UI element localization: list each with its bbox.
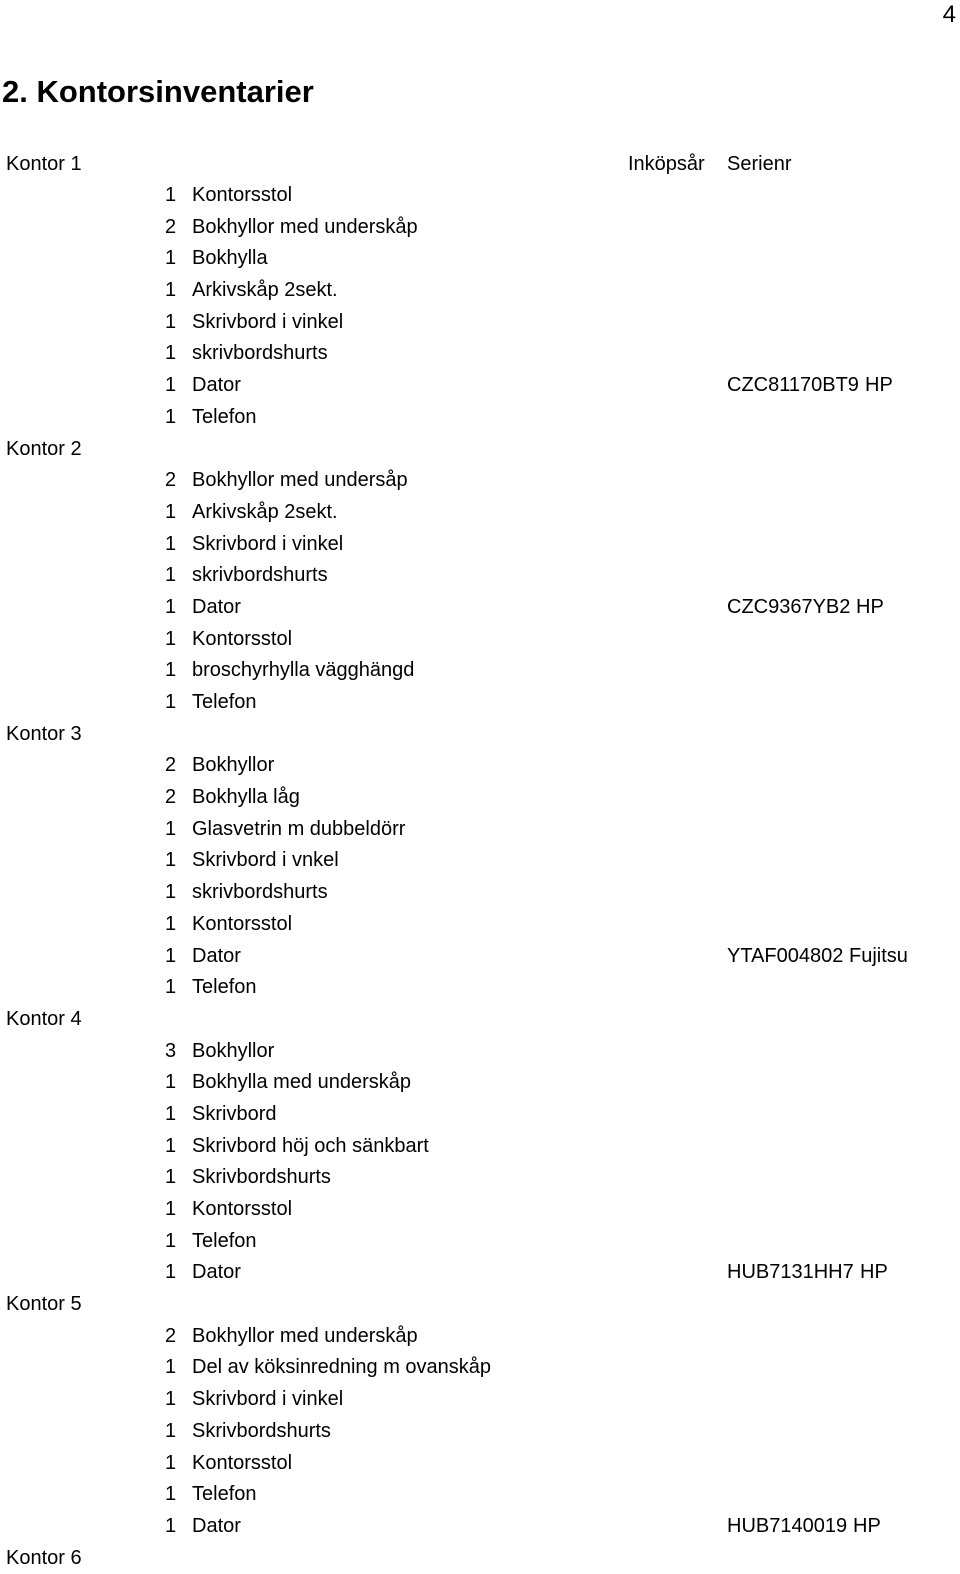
quantity-cell: 1 [165,817,177,840]
quantity-cell: 1 [165,627,177,650]
inventory-row [0,243,960,275]
item-name-cell: Bokhyllor med underskåp [192,215,418,238]
office-heading: Kontor 1 [6,153,82,175]
quantity-cell: 1 [165,944,177,967]
office-heading: Kontor 5 [6,1293,82,1316]
quantity-cell: 2 [165,469,177,492]
item-name-cell: Telefon [192,976,257,999]
quantity-cell: 1 [165,1198,177,1220]
item-name-cell: Del av köksinredning m ovanskåp [192,1356,492,1379]
purchase-year-header: Inköpsår [628,153,705,175]
inventory-row [0,180,960,212]
item-name-cell: Dator [192,374,241,397]
item-name-cell: Skrivbordshurts [192,1419,331,1442]
serial-header: Serienr [727,153,792,175]
item-name-cell: Skrivbord i vnkel [192,849,339,872]
quantity-cell: 1 [165,310,177,333]
inventory-row [0,750,960,782]
quantity-cell: 1 [165,1514,177,1537]
item-name-cell: Skrivbord i vinkel [192,310,344,333]
quantity-cell: 1 [165,374,177,397]
item-name-cell: Arkivskåp 2sekt. [192,279,338,302]
inventory-row [0,1321,960,1353]
quantity-cell: 1 [165,564,177,587]
quantity-cell: 2 [165,1324,177,1347]
inventory-row [0,687,960,719]
quantity-cell: 1 [165,849,177,872]
brand-cell: Fujitsu [849,944,908,967]
inventory-row [0,1479,960,1511]
office-heading-row [0,719,960,751]
inventory-row [0,402,960,434]
item-name-cell: Telefon [192,1229,257,1252]
brand-cell: HP [853,1514,881,1537]
quantity-cell: 1 [165,279,177,302]
inventory-row [0,1162,960,1194]
item-name-cell: Dator [192,595,241,618]
quantity-cell: 1 [165,1261,177,1284]
quantity-cell: 2 [165,754,177,777]
quantity-cell: 1 [165,1388,177,1411]
inventory-row [0,307,960,339]
quantity-cell: 1 [165,1166,177,1189]
inventory-row [0,1416,960,1448]
item-name-cell: Kontorsstol [192,1198,293,1220]
quantity-cell: 1 [165,1356,177,1379]
inventory-row [0,338,960,370]
quantity-cell: 1 [165,595,177,618]
inventory-row [0,845,960,877]
quantity-cell: 1 [165,691,177,713]
inventory-row [0,1352,960,1384]
item-name-cell: broschyrhylla vägghängd [192,659,415,682]
inventory-row [0,560,960,592]
item-name-cell: Skrivbord i vinkel [192,532,344,555]
item-name-cell: Dator [192,1261,241,1284]
item-name-cell: Telefon [192,691,257,713]
quantity-cell: 1 [165,1229,177,1252]
brand-cell: HP [860,1261,888,1284]
inventory-row [0,782,960,814]
section-title: 2. Kontorsinventarier [2,74,314,109]
item-name-cell: Bokhylla [192,247,268,270]
item-name-cell: Kontorsstol [192,912,293,935]
quantity-cell: 1 [165,1102,177,1125]
item-name-cell: Bokhyllor med underskåp [192,1324,418,1347]
item-name-cell: Dator [192,1514,241,1537]
brand-cell: HP [865,374,893,397]
item-name-cell: skrivbordshurts [192,342,328,365]
quantity-cell: 1 [165,1419,177,1442]
office-heading-row [0,434,960,466]
inventory-row [0,814,960,846]
serial-number-cell: HUB7131HH7 [727,1261,854,1284]
item-name-cell: Kontorsstol [192,627,293,650]
quantity-cell: 1 [165,1134,177,1157]
quantity-cell: 1 [165,912,177,935]
inventory-row [0,212,960,244]
office-heading: Kontor 4 [6,1007,82,1030]
quantity-cell: 1 [165,659,177,682]
quantity-cell: 1 [165,184,177,206]
quantity-cell: 1 [165,976,177,999]
inventory-row [0,1099,960,1131]
table-header [0,149,960,181]
serial-number-cell: HUB7140019 [727,1514,848,1537]
serial-number-cell: CZC9367YB2 [727,595,851,618]
item-name-cell: Skrivbord [192,1102,277,1125]
item-name-cell: Skrivbord i vinkel [192,1388,344,1411]
office-heading: Kontor 3 [6,722,82,745]
item-name-cell: skrivbordshurts [192,564,328,587]
item-name-cell: Bokhyllor med undersåp [192,469,408,492]
quantity-cell: 1 [165,1071,177,1094]
inventory-row [0,1194,960,1226]
inventory-row [0,1511,960,1543]
office-heading: Kontor 2 [6,437,82,460]
item-name-cell: Bokhyllor [192,754,275,777]
inventory-row [0,592,960,624]
inventory-row [0,370,960,402]
item-name-cell: Glasvetrin m dubbeldörr [192,817,406,840]
item-name-cell: Telefon [192,1483,257,1506]
inventory-row [0,1226,960,1258]
inventory-row [0,909,960,941]
quantity-cell: 1 [165,1483,177,1506]
item-name-cell: Kontorsstol [192,184,293,206]
quantity-cell: 1 [165,881,177,904]
serial-number-cell: YTAF004802 [727,944,844,967]
office-heading: Kontor 6 [6,1546,82,1569]
inventory-row [0,655,960,687]
inventory-row [0,972,960,1004]
page-number: 4 [942,1,956,28]
item-name-cell: Skrivbordshurts [192,1166,331,1189]
quantity-cell: 1 [165,500,177,523]
office-heading-row [0,1289,960,1321]
inventory-row [0,497,960,529]
inventory-row [0,877,960,909]
quantity-cell: 1 [165,247,177,270]
brand-cell: HP [856,595,884,618]
inventory-row [0,941,960,973]
inventory-row [0,1448,960,1480]
quantity-cell: 1 [165,532,177,555]
item-name-cell: Telefon [192,405,257,428]
quantity-cell: 3 [165,1039,177,1062]
item-name-cell: skrivbordshurts [192,881,328,904]
quantity-cell: 2 [165,215,177,238]
inventory-row [0,1067,960,1099]
item-name-cell: Bokhylla låg [192,786,300,809]
inventory-row [0,624,960,656]
inventory-list [0,180,960,1574]
inventory-row [0,529,960,561]
item-name-cell: Bokhylla med underskåp [192,1071,412,1094]
inventory-row [0,1131,960,1163]
item-name-cell: Skrivbord höj och sänkbart [192,1134,429,1157]
item-name-cell: Dator [192,944,241,967]
inventory-row [0,465,960,497]
inventory-row [0,1257,960,1289]
serial-number-cell: CZC81170BT9 [727,374,859,397]
item-name-cell: Kontorsstol [192,1451,293,1474]
office-heading-row [0,1543,960,1574]
inventory-row [0,1036,960,1068]
inventory-row [0,1384,960,1416]
office-heading-row [0,1004,960,1036]
quantity-cell: 1 [165,342,177,365]
quantity-cell: 1 [165,1451,177,1474]
item-name-cell: Bokhyllor [192,1039,275,1062]
quantity-cell: 2 [165,786,177,809]
inventory-row [0,275,960,307]
quantity-cell: 1 [165,405,177,428]
item-name-cell: Arkivskåp 2sekt. [192,500,338,523]
